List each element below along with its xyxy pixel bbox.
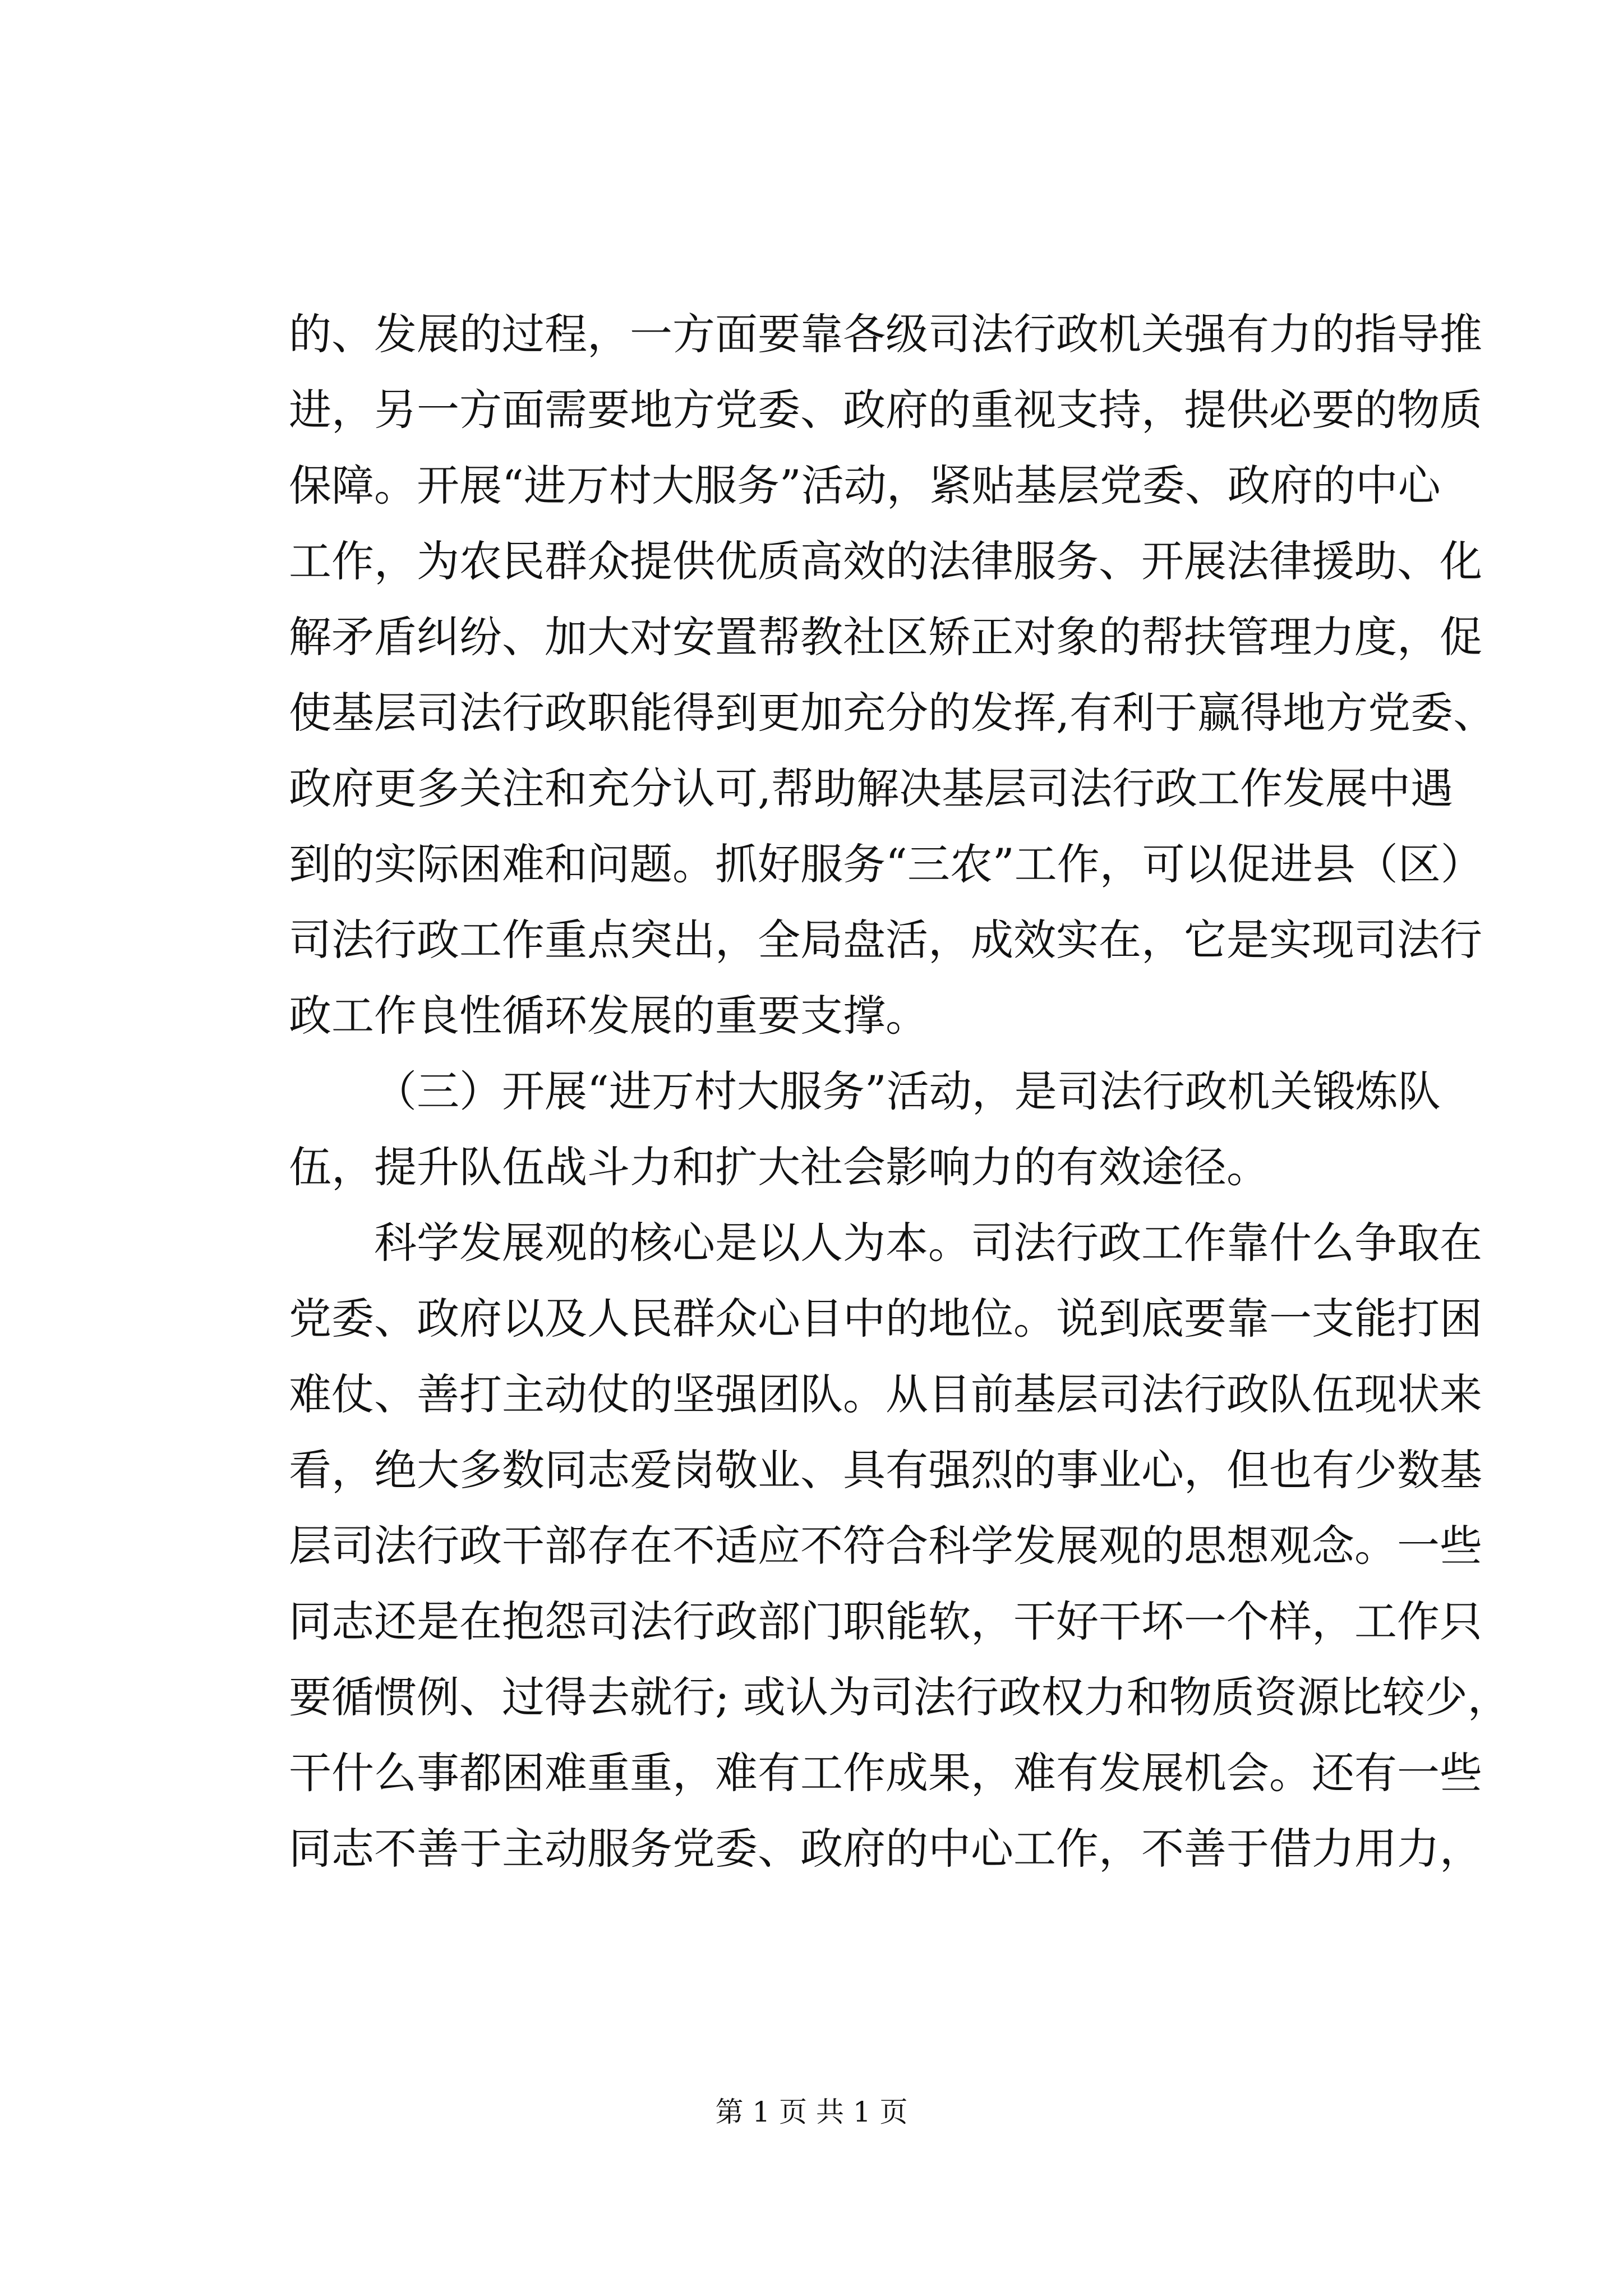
body-text xyxy=(289,296,1510,1887)
section-heading-line: （三）开展“进万村大服务”活动，是司法行政机关锻炼队 xyxy=(374,1066,1441,1116)
text-line: 党委、政府以及人民群众心目中的地位。说到底要靠一支能打困 xyxy=(289,1294,1482,1343)
text-line: 政工作良性循环发展的重要支撑。 xyxy=(289,991,928,1041)
text-line: 司法行政工作重点突出，全局盘活，成效实在，它是实现司法行 xyxy=(289,915,1482,965)
text-line: 看，绝大多数同志爱岗敬业、具有强烈的事业心，但也有少数基 xyxy=(289,1445,1482,1495)
text-line: 的、发展的过程，一方面要靠各级司法行政机关强有力的指导推 xyxy=(289,309,1482,359)
text-line: 要循惯例、过得去就行; 或认为司法行政权力和物质资源比较少， xyxy=(289,1672,1510,1722)
text-line: 到的实际困难和问题。抓好服务“三农”工作，可以促进县（区） xyxy=(289,839,1483,889)
text-line: 解矛盾纠纷、加大对安置帮教社区矫正对象的帮扶管理力度，促 xyxy=(289,612,1482,662)
text-line: 同志不善于主动服务党委、政府的中心工作，不善于借力用力， xyxy=(289,1824,1482,1874)
text-line: 同志还是在抱怨司法行政部门职能软，干好干坏一个样，工作只 xyxy=(289,1596,1482,1646)
text-line: 科学发展观的核心是以人为本。司法行政工作靠什么争取在 xyxy=(374,1218,1482,1268)
text-line: 进，另一方面需要地方党委、政府的重视支持，提供必要的物质 xyxy=(289,385,1482,435)
section-heading-line: 伍，提升队伍战斗力和扩大社会影响力的有效途径。 xyxy=(289,1142,1269,1192)
text-line: 工作，为农民群众提供优质高效的法律服务、开展法律援助、化 xyxy=(289,536,1482,586)
text-line: 政府更多关注和充分认可,帮助解决基层司法行政工作发展中遇 xyxy=(289,763,1454,813)
text-line: 使基层司法行政职能得到更加充分的发挥,有利于赢得地方党委、 xyxy=(289,688,1496,738)
text-line: 层司法行政干部存在不适应不符合科学发展观的思想观念。一些 xyxy=(289,1521,1482,1571)
text-line: 干什么事都困难重重，难有工作成果，难有发展机会。还有一些 xyxy=(289,1748,1482,1798)
text-line: 保障。开展“进万村大服务”活动，紧贴基层党委、政府的中心 xyxy=(289,461,1441,510)
text-line: 难仗、善打主动仗的坚强团队。从目前基层司法行政队伍现状来 xyxy=(289,1369,1482,1419)
page-number: 第 1 页 共 1 页 xyxy=(715,2096,908,2128)
page-footer xyxy=(0,2092,1623,2132)
